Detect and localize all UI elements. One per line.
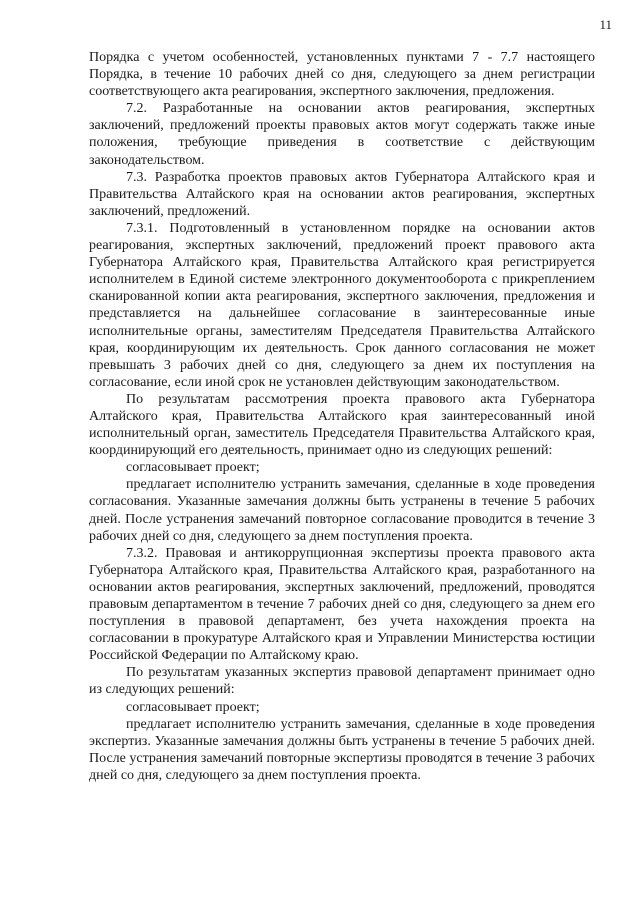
paragraph-continuation: Порядка с учетом особенностей, установленных пунктами 7 - 7.7 настоящего Порядка, в течение 10 рабочих дней со дня, следующего за днем регистрации соответствующего акта реагирования, экспертного заключения, предложения. [89,50,595,100]
paragraph-7-3: 7.3. Разработка проектов правовых актов Губернатора Алтайского края и Правительства Алтайского края на основании актов реагирования, экспертных заключений, предложений. [89,169,595,219]
paragraph-review-results: По результатам рассмотрения проекта правового акта Губернатора Алтайского края, Правительства Алтайского края заинтересованный иной исполнительный орган, заместитель Председателя Правительства Алтайского края, координирующий его деятельность, принимает одно из следующих решений: [89,391,595,459]
paragraph-7-2: 7.2. Разработанные на основании актов реагирования, экспертных заключений, предложений проекты правовых актов могут содержать также иные положения, требующие приведения в соответствие с действующим законодательством. [89,101,595,168]
paragraph-7-3-2: 7.3.2. Правовая и антикоррупционная экспертизы проекта правового акта Губернатора Алтайского края, Правительства Алтайского края, разработанного на основании актов реагирования, экспертных заключений, предложений, проводятся правовым департаментом в течение 7 рабочих дней со дня, следующего за днем его поступления в правовой департамент, без учета нахождения проекта на согласовании в прокуратуре Алтайского края и Управлении Министерства юстиции Российской Федерации по Алтайскому краю. [89,545,595,664]
paragraph-7-3-1: 7.3.1. Подготовленный в установленном порядке на основании актов реагирования, экспертных заключений, предложений проект правового акта Губернатора Алтайского края, Правительства Алтайского края регистрируется исполнителем в Единой системе электронного документооборота с прикреплением сканированной копии акта реагирования, экспертного заключения, предложения и представляется на дальнейшее согласование в заинтересованные иные исполнительные органы, заместителям Председателя Правительства Алтайского края, координирующим их деятельность. Срок данного согласования не может превышать 3 рабочих дней со дня, следующего за днем их поступления на согласование, если иной срок не установлен действующим законодательством. [89,220,595,390]
decision-remarks-2: предлагает исполнителю устранить замечания, сделанные в ходе проведения экспертиз. Указанные замечания должны быть устранены в течение 5 рабочих дней. После устранения замечаний повторные экспертизы проводятся в течение 3 рабочих дней со дня, следующего за днем поступления проекта. [89,716,595,783]
decision-approve-1: согласовывает проект; [126,460,260,476]
decision-remarks-1: предлагает исполнителю устранить замечания, сделанные в ходе проведения согласования. Указанные замечания должны быть устранены в течение 5 рабочих дней. После устранения замечаний повторное согласование проводится в течение 3 рабочих дней со дня, следующего за днем поступления проекта. [89,477,595,544]
document-body [89,49,595,784]
paragraph-expertise-results: По результатам указанных экспертиз правовой департамент принимает одно из следующих решений: [89,665,595,698]
page-number: 11 [599,17,612,32]
decision-approve-2: согласовывает проект; [126,699,260,715]
